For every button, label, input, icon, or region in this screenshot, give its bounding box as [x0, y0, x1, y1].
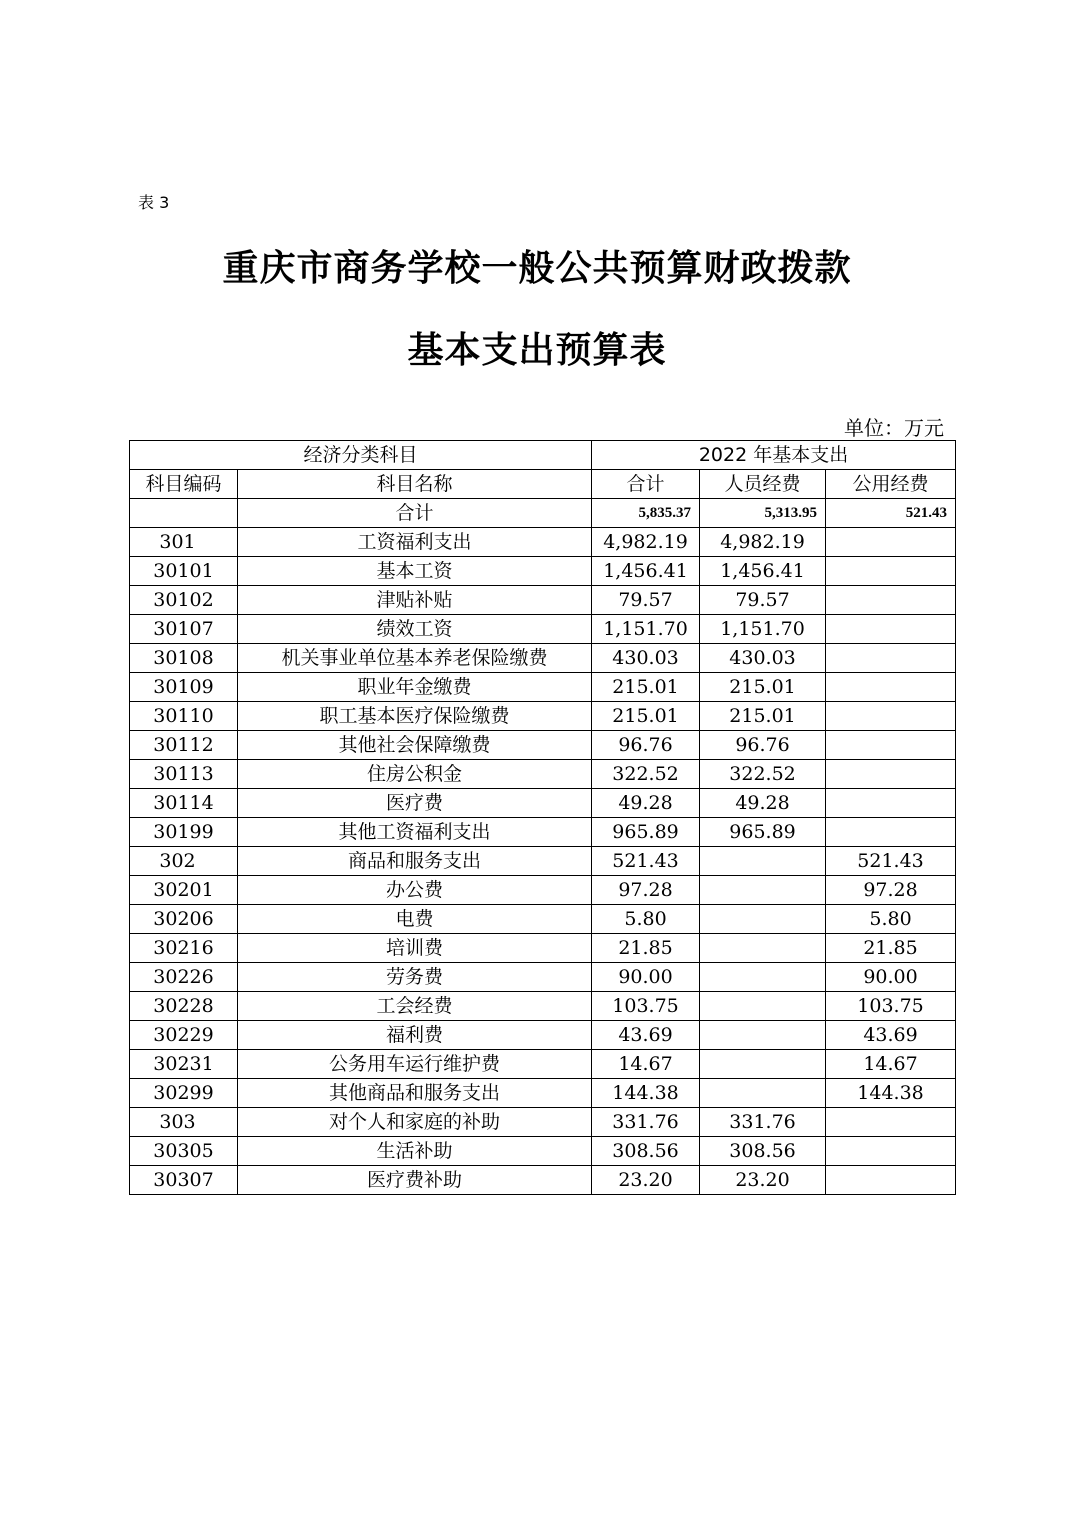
row-personnel — [700, 905, 826, 934]
row-personnel — [700, 934, 826, 963]
table-row — [130, 1108, 956, 1137]
row-name: 生活补助 — [238, 1137, 592, 1166]
total-public: 521.43 — [826, 499, 956, 528]
total-row — [130, 499, 956, 528]
row-name: 职工基本医疗保险缴费 — [238, 702, 592, 731]
row-name: 公务用车运行维护费 — [238, 1050, 592, 1079]
row-code: 30114 — [130, 789, 238, 818]
header-group-row — [130, 441, 956, 470]
row-name: 基本工资 — [238, 557, 592, 586]
row-name: 对个人和家庭的补助 — [238, 1108, 592, 1137]
row-personnel: 322.52 — [700, 760, 826, 789]
header-name: 科目名称 — [238, 470, 592, 499]
row-personnel: 49.28 — [700, 789, 826, 818]
row-name: 津贴补贴 — [238, 586, 592, 615]
row-code: 303 — [130, 1108, 238, 1137]
row-name: 其他工资福利支出 — [238, 818, 592, 847]
row-total: 521.43 — [592, 847, 700, 876]
row-code: 30101 — [130, 557, 238, 586]
table-row — [130, 992, 956, 1021]
table-row — [130, 905, 956, 934]
header-column-row — [130, 470, 956, 499]
table-row — [130, 1166, 956, 1195]
row-personnel: 79.57 — [700, 586, 826, 615]
row-total: 97.28 — [592, 876, 700, 905]
row-public: 103.75 — [826, 992, 956, 1021]
row-personnel — [700, 876, 826, 905]
table-row — [130, 847, 956, 876]
total-personnel: 5,313.95 — [700, 499, 826, 528]
row-total: 96.76 — [592, 731, 700, 760]
row-name: 其他商品和服务支出 — [238, 1079, 592, 1108]
row-total: 430.03 — [592, 644, 700, 673]
row-personnel: 1,456.41 — [700, 557, 826, 586]
row-code: 30307 — [130, 1166, 238, 1195]
table-number-label: 表 3 — [138, 193, 170, 212]
row-public — [826, 1108, 956, 1137]
total-code — [130, 499, 238, 528]
header-code: 科目编码 — [130, 470, 238, 499]
row-public — [826, 731, 956, 760]
row-code: 30199 — [130, 818, 238, 847]
table-row — [130, 1021, 956, 1050]
row-public: 5.80 — [826, 905, 956, 934]
row-code: 30107 — [130, 615, 238, 644]
table-row — [130, 1079, 956, 1108]
row-code: 30226 — [130, 963, 238, 992]
document-title-line-2: 基本支出预算表 — [407, 330, 667, 371]
row-total: 23.20 — [592, 1166, 700, 1195]
row-code: 30299 — [130, 1079, 238, 1108]
row-total: 103.75 — [592, 992, 700, 1021]
row-total: 21.85 — [592, 934, 700, 963]
row-name: 医疗费补助 — [238, 1166, 592, 1195]
row-personnel: 1,151.70 — [700, 615, 826, 644]
row-public: 14.67 — [826, 1050, 956, 1079]
row-public — [826, 1166, 956, 1195]
table-row — [130, 1050, 956, 1079]
row-personnel: 331.76 — [700, 1108, 826, 1137]
row-code: 301 — [130, 528, 238, 557]
row-code: 30216 — [130, 934, 238, 963]
row-personnel: 23.20 — [700, 1166, 826, 1195]
row-code: 30305 — [130, 1137, 238, 1166]
header-public: 公用经费 — [826, 470, 956, 499]
row-personnel: 215.01 — [700, 673, 826, 702]
row-public: 43.69 — [826, 1021, 956, 1050]
row-name: 其他社会保障缴费 — [238, 731, 592, 760]
row-code: 30102 — [130, 586, 238, 615]
row-public: 144.38 — [826, 1079, 956, 1108]
total-total: 5,835.37 — [592, 499, 700, 528]
row-code: 30206 — [130, 905, 238, 934]
table-row — [130, 586, 956, 615]
table-row — [130, 760, 956, 789]
row-total: 215.01 — [592, 673, 700, 702]
header-total: 合计 — [592, 470, 700, 499]
table-row — [130, 963, 956, 992]
row-public — [826, 702, 956, 731]
header-personnel: 人员经费 — [700, 470, 826, 499]
row-total: 43.69 — [592, 1021, 700, 1050]
row-personnel: 96.76 — [700, 731, 826, 760]
table-row — [130, 731, 956, 760]
row-personnel — [700, 1079, 826, 1108]
row-name: 电费 — [238, 905, 592, 934]
row-name: 商品和服务支出 — [238, 847, 592, 876]
row-public — [826, 1137, 956, 1166]
row-total: 90.00 — [592, 963, 700, 992]
budget-table — [129, 440, 956, 1195]
row-public: 97.28 — [826, 876, 956, 905]
row-public — [826, 644, 956, 673]
row-code: 30231 — [130, 1050, 238, 1079]
row-name: 培训费 — [238, 934, 592, 963]
row-total: 331.76 — [592, 1108, 700, 1137]
row-personnel — [700, 847, 826, 876]
unit-label: 单位：万元 — [844, 416, 944, 440]
row-name: 福利费 — [238, 1021, 592, 1050]
row-public — [826, 789, 956, 818]
row-name: 绩效工资 — [238, 615, 592, 644]
row-name: 医疗费 — [238, 789, 592, 818]
row-personnel — [700, 963, 826, 992]
table-row — [130, 1137, 956, 1166]
row-personnel: 215.01 — [700, 702, 826, 731]
table-row — [130, 818, 956, 847]
row-personnel — [700, 1050, 826, 1079]
row-total: 4,982.19 — [592, 528, 700, 557]
row-name: 机关事业单位基本养老保险缴费 — [238, 644, 592, 673]
row-public: 521.43 — [826, 847, 956, 876]
header-economic-classification: 经济分类科目 — [130, 441, 592, 470]
table-row — [130, 557, 956, 586]
row-personnel: 308.56 — [700, 1137, 826, 1166]
row-name: 住房公积金 — [238, 760, 592, 789]
row-public — [826, 557, 956, 586]
row-total: 79.57 — [592, 586, 700, 615]
row-total: 5.80 — [592, 905, 700, 934]
row-name: 劳务费 — [238, 963, 592, 992]
row-total: 308.56 — [592, 1137, 700, 1166]
row-code: 30110 — [130, 702, 238, 731]
row-code: 30228 — [130, 992, 238, 1021]
row-public — [826, 760, 956, 789]
row-public: 21.85 — [826, 934, 956, 963]
row-total: 215.01 — [592, 702, 700, 731]
row-name: 工会经费 — [238, 992, 592, 1021]
document-title-line-1: 重庆市商务学校一般公共预算财政拨款 — [222, 248, 852, 289]
row-public — [826, 586, 956, 615]
row-personnel: 4,982.19 — [700, 528, 826, 557]
row-code: 30201 — [130, 876, 238, 905]
row-code: 30112 — [130, 731, 238, 760]
table-row — [130, 876, 956, 905]
row-code: 30109 — [130, 673, 238, 702]
table-row — [130, 673, 956, 702]
row-total: 1,151.70 — [592, 615, 700, 644]
row-total: 49.28 — [592, 789, 700, 818]
table-row — [130, 528, 956, 557]
row-total: 965.89 — [592, 818, 700, 847]
row-code: 302 — [130, 847, 238, 876]
row-personnel — [700, 1021, 826, 1050]
row-personnel: 965.89 — [700, 818, 826, 847]
row-code: 30113 — [130, 760, 238, 789]
row-total: 322.52 — [592, 760, 700, 789]
row-public — [826, 673, 956, 702]
row-public — [826, 528, 956, 557]
row-personnel: 430.03 — [700, 644, 826, 673]
table-row — [130, 789, 956, 818]
table-row — [130, 644, 956, 673]
row-name: 工资福利支出 — [238, 528, 592, 557]
table-row — [130, 934, 956, 963]
row-public — [826, 818, 956, 847]
table-row — [130, 702, 956, 731]
row-public — [826, 615, 956, 644]
row-total: 14.67 — [592, 1050, 700, 1079]
row-code: 30108 — [130, 644, 238, 673]
row-total: 1,456.41 — [592, 557, 700, 586]
row-total: 144.38 — [592, 1079, 700, 1108]
row-public: 90.00 — [826, 963, 956, 992]
row-name: 办公费 — [238, 876, 592, 905]
row-name: 职业年金缴费 — [238, 673, 592, 702]
row-personnel — [700, 992, 826, 1021]
row-code: 30229 — [130, 1021, 238, 1050]
table-row — [130, 615, 956, 644]
header-basic-expenditure-2022: 2022 年基本支出 — [592, 441, 956, 470]
total-name: 合计 — [238, 499, 592, 528]
